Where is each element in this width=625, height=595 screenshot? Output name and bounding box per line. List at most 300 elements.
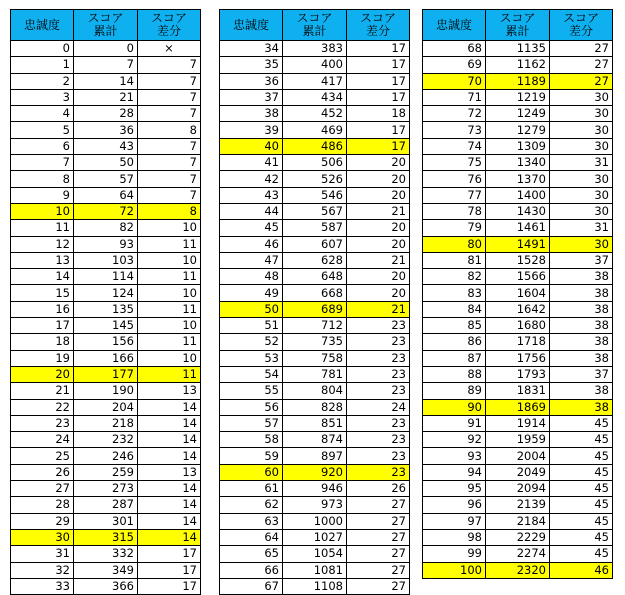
score-diff-cell: 23 [347,415,410,431]
loyalty-cell: 72 [423,106,486,122]
score-diff-cell: 11 [138,269,201,285]
score-total-cell: 1081 [283,562,347,578]
loyalty-cell: 48 [220,269,283,285]
table-row [423,285,613,301]
table-row [11,318,201,334]
table-row [220,106,410,122]
table-row [220,334,410,350]
loyalty-cell: 10 [11,203,74,219]
score-diff-cell: 23 [347,366,410,382]
table-row [220,285,410,301]
score-total-cell: 417 [283,73,347,89]
score-total-cell: 526 [283,171,347,187]
table-row [11,89,201,105]
table-row [11,285,201,301]
table-row [220,448,410,464]
table-row [423,269,613,285]
table-row [423,448,613,464]
score-total-cell: 452 [283,106,347,122]
score-total-cell: 2049 [486,464,550,480]
score-total-cell: 93 [74,236,138,252]
table-row [11,415,201,431]
table-row [11,464,201,480]
loyalty-cell: 88 [423,366,486,382]
table-row [423,546,613,562]
loyalty-cell: 86 [423,334,486,350]
score-total-cell: 567 [283,203,347,219]
score-diff-cell: 45 [550,448,613,464]
score-total-cell: 1309 [486,138,550,154]
score-diff-cell: 45 [550,513,613,529]
score-diff-cell: 30 [550,89,613,105]
score-diff-cell: 30 [550,203,613,219]
table-row [11,562,201,578]
score-total-cell: 36 [74,122,138,138]
score-diff-header: スコア 差分 [347,10,410,41]
score-total-cell: 1914 [486,415,550,431]
score-diff-cell: 31 [550,155,613,171]
score-diff-cell: 37 [550,252,613,268]
score-diff-cell: 31 [550,220,613,236]
loyalty-cell: 76 [423,171,486,187]
score-total-cell: 246 [74,448,138,464]
loyalty-cell: 73 [423,122,486,138]
loyalty-cell: 89 [423,383,486,399]
score-total-cell: 2094 [486,481,550,497]
score-diff-cell: 27 [347,529,410,545]
table-row [220,155,410,171]
score-total-cell: 114 [74,269,138,285]
table-row [423,220,613,236]
table-row [220,546,410,562]
score-total-cell: 1756 [486,350,550,366]
score-diff-cell: 38 [550,334,613,350]
loyalty-cell: 70 [423,73,486,89]
score-total-cell: 64 [74,187,138,203]
table-row [11,529,201,545]
score-total-cell: 506 [283,155,347,171]
score-total-cell: 0 [74,41,138,57]
score-total-cell: 469 [283,122,347,138]
score-diff-cell: 10 [138,350,201,366]
loyalty-cell: 24 [11,432,74,448]
table-row [423,236,613,252]
score-diff-cell: 38 [550,350,613,366]
score-diff-cell: 45 [550,529,613,545]
score-total-cell: 301 [74,513,138,529]
score-diff-cell: 20 [347,171,410,187]
score-diff-cell: 37 [550,366,613,382]
score-total-cell: 1000 [283,513,347,529]
score-total-cell: 546 [283,187,347,203]
score-total-cell: 874 [283,432,347,448]
score-diff-cell: 27 [550,41,613,57]
score-diff-cell: 38 [550,285,613,301]
loyalty-cell: 41 [220,155,283,171]
loyalty-cell: 65 [220,546,283,562]
score-total-header: スコア 累計 [74,10,138,41]
loyalty-cell: 22 [11,399,74,415]
score-total-cell: 1400 [486,187,550,203]
table-row [423,301,613,317]
table-row [11,155,201,171]
loyalty-cell: 78 [423,203,486,219]
loyalty-cell: 42 [220,171,283,187]
score-diff-cell: 17 [347,138,410,154]
loyalty-cell: 98 [423,529,486,545]
score-total-cell: 145 [74,318,138,334]
score-total-cell: 897 [283,448,347,464]
loyalty-cell: 69 [423,57,486,73]
score-total-cell: 712 [283,318,347,334]
loyalty-cell: 17 [11,318,74,334]
loyalty-cell: 57 [220,415,283,431]
table-row [220,252,410,268]
loyalty-cell: 7 [11,155,74,171]
header-row [220,10,410,41]
score-diff-cell: 27 [347,562,410,578]
table-row [220,301,410,317]
score-diff-cell: 20 [347,220,410,236]
loyalty-cell: 35 [220,57,283,73]
score-total-cell: 1680 [486,318,550,334]
score-total-cell: 1189 [486,73,550,89]
score-diff-cell: 23 [347,318,410,334]
score-diff-cell: 10 [138,220,201,236]
score-diff-cell: 17 [138,546,201,562]
table-row [220,138,410,154]
table-row [423,529,613,545]
table-row [423,415,613,431]
table-row [220,529,410,545]
table-row [423,252,613,268]
loyalty-cell: 5 [11,122,74,138]
score-total-cell: 204 [74,399,138,415]
loyalty-header: 忠誠度 [220,10,283,41]
score-diff-cell: 8 [138,122,201,138]
score-total-cell: 689 [283,301,347,317]
table-row [11,432,201,448]
loyalty-cell: 46 [220,236,283,252]
score-diff-cell: 38 [550,318,613,334]
loyalty-cell: 20 [11,366,74,382]
score-total-cell: 828 [283,399,347,415]
table-row [220,383,410,399]
score-total-cell: 2320 [486,562,550,578]
loyalty-cell: 34 [220,41,283,57]
score-total-cell: 1528 [486,252,550,268]
score-diff-cell: 7 [138,57,201,73]
score-total-cell: 2274 [486,546,550,562]
table-row [11,252,201,268]
score-diff-cell: 18 [347,106,410,122]
score-diff-cell: 17 [347,41,410,57]
table-row [220,187,410,203]
loyalty-cell: 28 [11,497,74,513]
table-row [11,236,201,252]
table-row [220,366,410,382]
score-total-cell: 2229 [486,529,550,545]
loyalty-cell: 23 [11,415,74,431]
table-row [220,578,410,594]
score-diff-header: スコア 差分 [550,10,613,41]
score-diff-cell: 17 [138,578,201,594]
loyalty-cell: 44 [220,203,283,219]
table-row [220,350,410,366]
table-row [423,73,613,89]
loyalty-cell: 26 [11,464,74,480]
score-total-header: スコア 累計 [486,10,550,41]
loyalty-cell: 11 [11,220,74,236]
score-total-cell: 1279 [486,122,550,138]
score-diff-cell: 14 [138,415,201,431]
score-total-cell: 1718 [486,334,550,350]
loyalty-cell: 4 [11,106,74,122]
score-total-cell: 103 [74,252,138,268]
score-diff-cell: 45 [550,546,613,562]
table-row [11,220,201,236]
score-diff-cell: 13 [138,383,201,399]
table-row [11,399,201,415]
loyalty-cell: 1 [11,57,74,73]
loyalty-cell: 54 [220,366,283,382]
score-diff-cell: 14 [138,399,201,415]
loyalty-cell: 32 [11,562,74,578]
score-total-cell: 920 [283,464,347,480]
table-row [11,546,201,562]
score-total-cell: 28 [74,106,138,122]
score-total-cell: 1249 [486,106,550,122]
loyalty-cell: 92 [423,432,486,448]
table-row [423,171,613,187]
loyalty-cell: 95 [423,481,486,497]
table-row [423,122,613,138]
loyalty-cell: 36 [220,73,283,89]
score-diff-cell: 11 [138,236,201,252]
score-total-cell: 804 [283,383,347,399]
score-total-cell: 50 [74,155,138,171]
loyalty-cell: 61 [220,481,283,497]
score-diff-cell: 7 [138,155,201,171]
score-diff-cell: 11 [138,334,201,350]
score-diff-cell: 23 [347,350,410,366]
score-total-cell: 156 [74,334,138,350]
score-total-cell: 1219 [486,89,550,105]
score-diff-cell: 38 [550,301,613,317]
score-total-cell: 434 [283,89,347,105]
loyalty-cell: 90 [423,399,486,415]
score-diff-cell: 17 [347,89,410,105]
loyalty-cell: 25 [11,448,74,464]
loyalty-table-1 [10,9,201,595]
score-diff-cell: 7 [138,89,201,105]
score-total-cell: 1370 [486,171,550,187]
score-diff-cell: 20 [347,269,410,285]
score-total-cell: 124 [74,285,138,301]
loyalty-cell: 8 [11,171,74,187]
table-row [423,399,613,415]
score-diff-cell: 21 [347,203,410,219]
score-total-cell: 21 [74,89,138,105]
loyalty-cell: 38 [220,106,283,122]
score-total-cell: 1959 [486,432,550,448]
score-total-cell: 7 [74,57,138,73]
score-diff-cell: 10 [138,252,201,268]
table-row [220,399,410,415]
table-row [220,464,410,480]
table-row [11,203,201,219]
table-row [423,464,613,480]
loyalty-cell: 94 [423,464,486,480]
table-row [220,432,410,448]
loyalty-cell: 33 [11,578,74,594]
score-total-cell: 2184 [486,513,550,529]
score-total-cell: 57 [74,171,138,187]
loyalty-cell: 12 [11,236,74,252]
score-total-cell: 349 [74,562,138,578]
table-row [220,497,410,513]
score-total-cell: 1135 [486,41,550,57]
loyalty-header: 忠誠度 [423,10,486,41]
score-diff-cell: 11 [138,301,201,317]
score-total-cell: 758 [283,350,347,366]
loyalty-cell: 51 [220,318,283,334]
score-total-cell: 851 [283,415,347,431]
score-diff-cell: 45 [550,415,613,431]
score-total-cell: 332 [74,546,138,562]
loyalty-cell: 0 [11,41,74,57]
loyalty-cell: 60 [220,464,283,480]
score-diff-cell: 27 [550,73,613,89]
score-total-cell: 1642 [486,301,550,317]
loyalty-header: 忠誠度 [11,10,74,41]
table-row [11,41,201,57]
table-row [220,89,410,105]
score-diff-cell: 27 [347,497,410,513]
score-diff-cell: 11 [138,366,201,382]
score-diff-cell: 14 [138,497,201,513]
table-row [220,236,410,252]
score-total-cell: 587 [283,220,347,236]
table-row [423,89,613,105]
score-diff-cell: 27 [347,546,410,562]
table-row [423,41,613,57]
loyalty-cell: 91 [423,415,486,431]
table-row [220,513,410,529]
score-diff-cell: 14 [138,448,201,464]
loyalty-cell: 96 [423,497,486,513]
loyalty-cell: 52 [220,334,283,350]
table-row [220,269,410,285]
score-diff-cell: 45 [550,481,613,497]
loyalty-table-3 [422,9,613,579]
table-row [11,497,201,513]
table-row [220,562,410,578]
score-diff-cell: 17 [138,562,201,578]
table-row [423,383,613,399]
loyalty-cell: 100 [423,562,486,578]
score-diff-cell: 27 [347,513,410,529]
score-diff-cell: 23 [347,334,410,350]
score-diff-cell: 26 [347,481,410,497]
loyalty-cell: 21 [11,383,74,399]
loyalty-cell: 13 [11,252,74,268]
score-diff-cell: 14 [138,513,201,529]
loyalty-cell: 3 [11,89,74,105]
score-diff-cell: 30 [550,106,613,122]
loyalty-cell: 19 [11,350,74,366]
table-row [220,41,410,57]
score-total-cell: 72 [74,203,138,219]
loyalty-cell: 71 [423,89,486,105]
score-total-cell: 946 [283,481,347,497]
score-diff-cell: 23 [347,464,410,480]
table-row [11,122,201,138]
loyalty-cell: 2 [11,73,74,89]
table-row [423,350,613,366]
table-row [423,318,613,334]
loyalty-cell: 27 [11,481,74,497]
score-total-cell: 1162 [486,57,550,73]
score-total-cell: 1430 [486,203,550,219]
loyalty-cell: 81 [423,252,486,268]
score-total-cell: 735 [283,334,347,350]
score-total-cell: 1340 [486,155,550,171]
loyalty-cell: 79 [423,220,486,236]
loyalty-cell: 68 [423,41,486,57]
loyalty-cell: 31 [11,546,74,562]
score-diff-cell: 14 [138,529,201,545]
table-row [11,187,201,203]
loyalty-cell: 40 [220,138,283,154]
header-row [11,10,201,41]
loyalty-cell: 99 [423,546,486,562]
score-diff-cell: 30 [550,171,613,187]
table-row [11,513,201,529]
table-row [220,203,410,219]
score-total-cell: 1831 [486,383,550,399]
score-diff-cell: 38 [550,399,613,415]
score-diff-cell: 27 [347,578,410,594]
loyalty-cell: 18 [11,334,74,350]
loyalty-cell: 58 [220,432,283,448]
score-diff-cell: 14 [138,481,201,497]
score-diff-cell: × [138,41,201,57]
score-diff-cell: 7 [138,171,201,187]
score-total-header: スコア 累計 [283,10,347,41]
table-row [423,138,613,154]
table-row [423,203,613,219]
table-row [11,269,201,285]
loyalty-cell: 66 [220,562,283,578]
score-diff-cell: 45 [550,432,613,448]
loyalty-cell: 6 [11,138,74,154]
table-row [220,220,410,236]
score-total-cell: 366 [74,578,138,594]
score-diff-cell: 20 [347,285,410,301]
loyalty-cell: 63 [220,513,283,529]
score-total-cell: 1027 [283,529,347,545]
score-total-cell: 166 [74,350,138,366]
loyalty-cell: 83 [423,285,486,301]
score-diff-cell: 7 [138,138,201,154]
score-total-cell: 14 [74,73,138,89]
score-total-cell: 315 [74,529,138,545]
table-row [423,513,613,529]
score-diff-cell: 20 [347,155,410,171]
score-total-cell: 973 [283,497,347,513]
score-total-cell: 1566 [486,269,550,285]
